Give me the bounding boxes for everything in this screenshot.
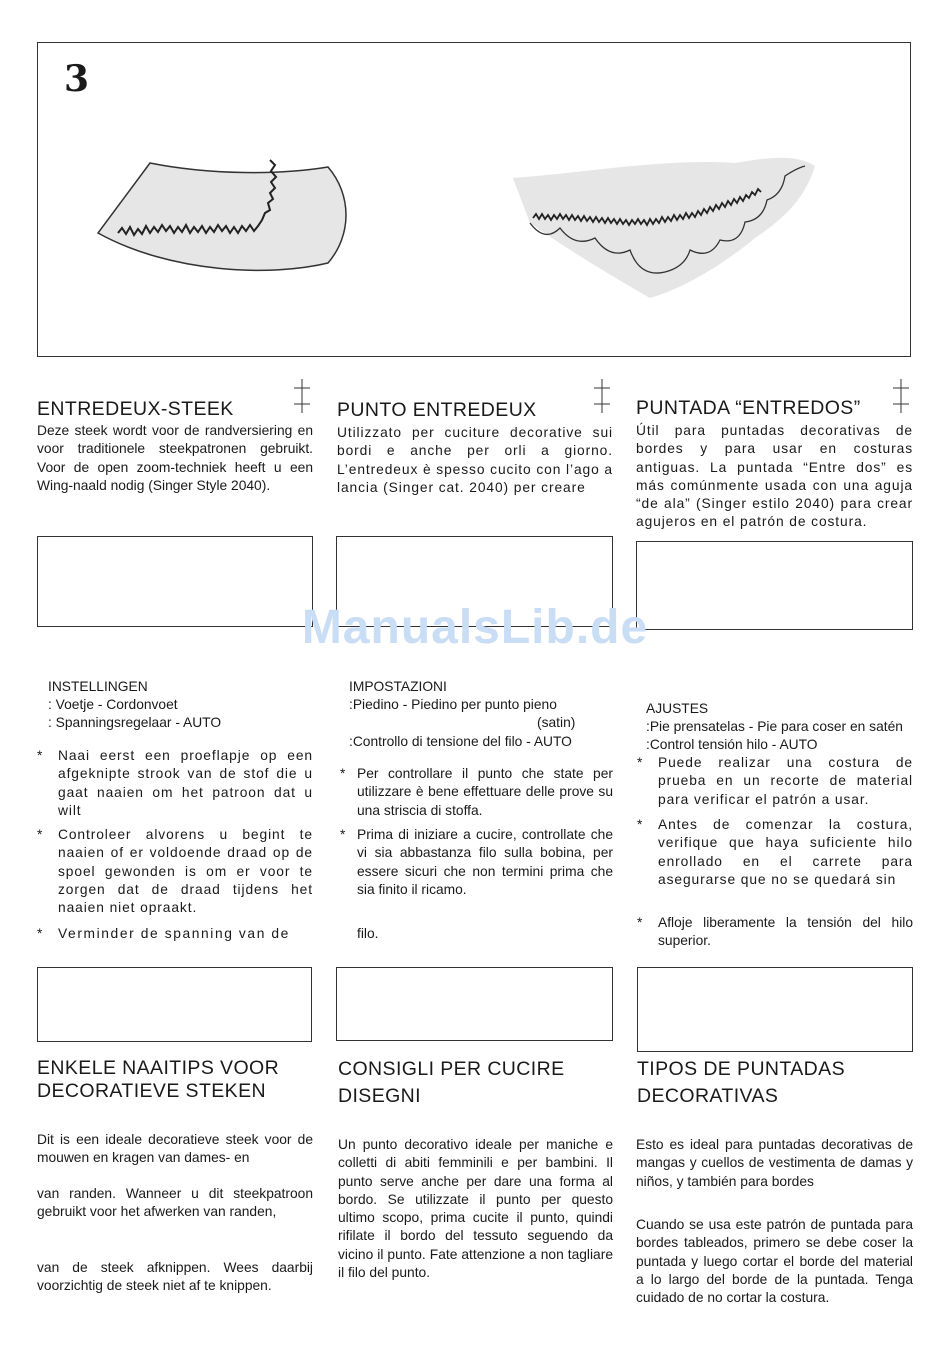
nl-tips-text: van de steek afknippen. Wees daarbij voorzichtig de steek niet af te knippen. xyxy=(37,1260,313,1294)
it-bullet: Prima di iniziare a cucire, controllate che vi sia abbastanza filo sulla bobina, per essere sicuri che non termini prima che sia finito il ricamo. xyxy=(357,827,613,897)
fabric-scalloped-edge-illustration xyxy=(505,138,825,308)
it-tips-text: Un punto decorativo ideale per maniche e colletti di abiti femminili e per bambini. Il punto serve anche per dare una forma al bordo. Se utilizzate il punto per questo ultimo scopo, prima cucite il punto, quindi rifilate il bordo del tessuto seguendo da vicino il punto. Fate attenzione a non tagliare il filo del punto. xyxy=(338,1137,613,1281)
nl-bullet: Verminder de spanning van de xyxy=(58,926,290,941)
nl-intro: Deze steek wordt voor de randversiering en voor traditionele steekpatronen gebruikt. Voor de open zoom-techniek heeft u een Wing-naald nodig (Singer Style 2040). xyxy=(37,423,313,493)
es-bullet: Antes de comenzar la costura, verifique que haya suficiente hilo enrollado en el carrete para asegurarse que no se quedará sin xyxy=(658,817,913,887)
bullet-icon: * xyxy=(340,827,346,842)
nl-settings-title: INSTELLINGEN xyxy=(48,679,148,694)
it-setting: (satin) xyxy=(537,715,576,730)
es-intro: Útil para puntadas decorativas de bordes y para usar en costuras antiguas. La puntada “Entre dos” es más comúnmente usada con una aguja “de ala” (Singer estilo 2040) para crear agujeros en el patrón de costura. xyxy=(636,423,913,530)
es-heading: PUNTADA “ENTREDOS” xyxy=(636,397,861,419)
nl-tips-heading: ENKELE NAAITIPS VOOR DECORATIEVE STEKEN xyxy=(37,1057,280,1102)
bullet-icon: * xyxy=(637,755,643,770)
it-setting: :Controllo di tensione del filo - AUTO xyxy=(349,734,572,749)
bullet-icon: * xyxy=(37,926,43,941)
watermark: ManualsLib.de xyxy=(301,601,649,654)
bullet-icon: * xyxy=(37,827,43,842)
crop-mark-icon xyxy=(891,379,911,413)
es-bullet: Afloje liberamente la tensión del hilo superior. xyxy=(658,915,913,949)
es-tips-text: Esto es ideal para puntadas decorativas de mangas y cuellos de vestimenta de damas y niños, y también para bordes xyxy=(636,1137,913,1189)
bullet-icon: * xyxy=(340,766,346,781)
bullet-icon: * xyxy=(637,817,643,832)
bullet-icon: * xyxy=(37,748,43,763)
it-bullet-continuation: filo. xyxy=(357,926,379,941)
es-image-placeholder xyxy=(637,967,913,1052)
page-number: 3 xyxy=(64,58,90,100)
crop-mark-icon xyxy=(292,379,312,413)
nl-heading: ENTREDEUX-STEEK xyxy=(37,398,234,420)
es-settings-title: AJUSTES xyxy=(646,701,709,716)
nl-tips-text: Dit is een ideale decoratieve steek voor de mouwen en kragen van dames- en xyxy=(37,1132,313,1166)
es-setting: :Pie prensatelas - Pie para coser en satén xyxy=(646,719,903,734)
nl-tips-text: van randen. Wanneer u dit steekpatroon gebruikt voor het afwerken van randen, xyxy=(37,1186,313,1220)
nl-bullet: Controleer alvorens u begint te naaien of er voldoende draad op de spoel gewonden is om er voor te zorgen dat de draad tijdens het naaien niet opraakt. xyxy=(58,827,313,916)
it-settings-title: IMPOSTAZIONI xyxy=(349,679,447,694)
nl-bullet: Naai eerst een proeflapje op een afgeknipte strook van de stof die u gaat naaien om het patroon dat u wilt xyxy=(58,748,313,818)
it-setting: :Piedino - Piedino per punto pieno xyxy=(349,697,557,712)
es-tips-text: Cuando se usa este patrón de puntada para bordes tableados, primero se debe coser la puntada y luego cortar el borde del material a lo largo del borde de la puntada. Tenga cuidado de no cortar la costura. xyxy=(636,1217,913,1306)
it-heading: PUNTO ENTREDEUX xyxy=(337,399,537,421)
bullet-icon: * xyxy=(637,915,643,930)
nl-image-placeholder xyxy=(37,967,312,1042)
es-setting: :Control tensión hilo - AUTO xyxy=(646,737,818,752)
it-intro: Utilizzato per cuciture decorative sui bordi e anche per orli a giorno. L’entredeux è spesso cucito con l’ago a lancia (Singer cat. 2040) per creare xyxy=(337,425,613,495)
it-tips-heading: CONSIGLI PER CUCIRE DISEGNI xyxy=(338,1058,565,1107)
nl-setting: : Spanningsregelaar - AUTO xyxy=(48,715,222,730)
it-bullet: Per controllare il punto che state per utilizzare è bene effettuare delle prove su una striscia di stoffa. xyxy=(357,766,613,818)
it-image-placeholder xyxy=(336,967,613,1041)
crop-mark-icon xyxy=(592,379,612,413)
fabric-curved-edge-illustration xyxy=(90,155,360,285)
es-bullet: Puede realizar una costura de prueba en un recorte de material para verificar el patrón a usar. xyxy=(658,755,913,807)
nl-setting: : Voetje - Cordonvoet xyxy=(48,697,178,712)
es-tips-heading: TIPOS DE PUNTADAS DECORATIVAS xyxy=(637,1058,845,1107)
